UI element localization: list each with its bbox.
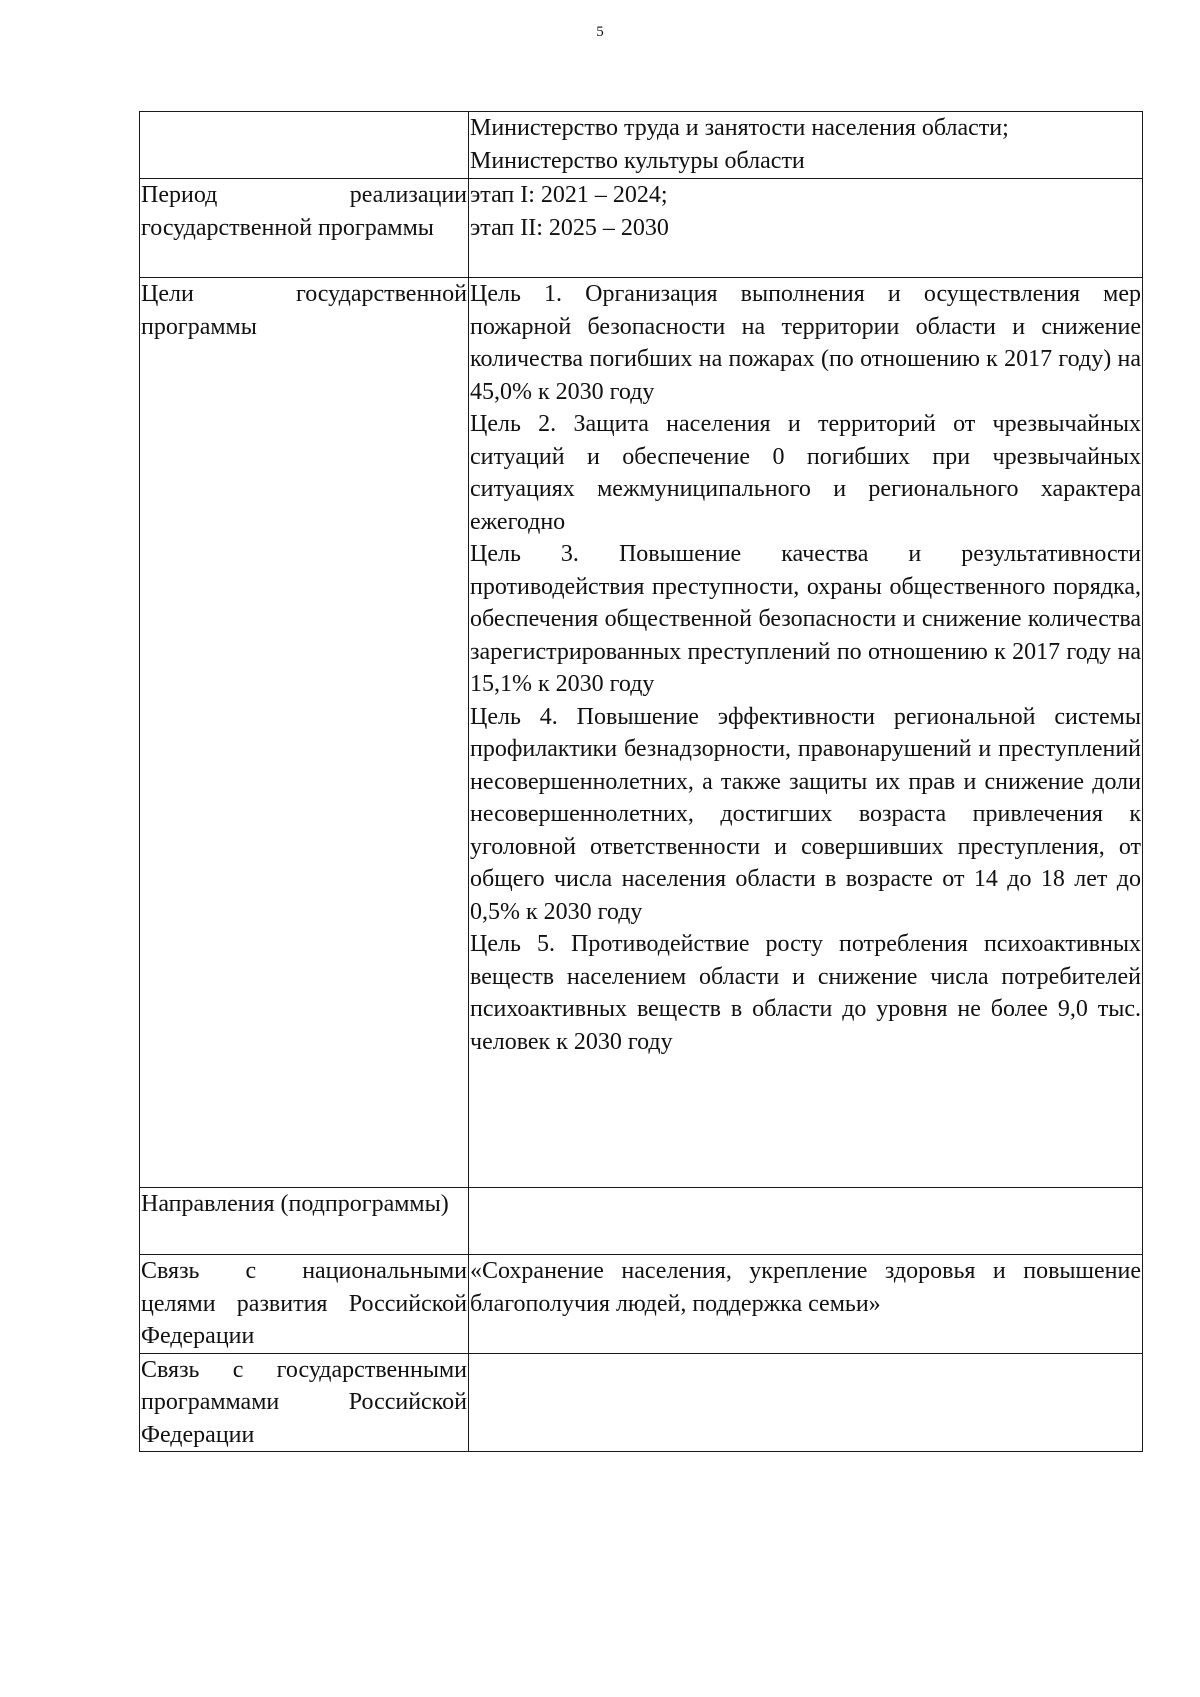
- goal-paragraph: Цель 4. Повышение эффективности региональной системы профилактики безнадзорности, правонарушений и преступлений несовершеннолетних, а также защиты их прав и снижение доли несовершеннолетних, достигших возраста привлечения к уголовной ответственности и совершивших преступления, от общего числа населения области в возрасте от 14 до 18 лет до 0,5% к 2030 году: [470, 703, 1141, 925]
- table-row: [140, 112, 1143, 179]
- content-line: Министерство культуры области: [470, 147, 805, 174]
- row-content: [469, 278, 1143, 1188]
- row-label: Направления (подпрограммы): [140, 1188, 469, 1255]
- content-line: этап I: 2021 – 2024;: [470, 182, 668, 208]
- row-content: [469, 1188, 1143, 1255]
- content-paragraph: «Сохранение населения, укрепление здоровья и повышение благополучия людей, поддержка семьи»: [470, 1258, 1141, 1317]
- goal-paragraph: Цель 1. Организация выполнения и осуществления мер пожарной безопасности на территории области и снижение количества погибших на пожарах (по отношению к 2017 году) на 45,0% к 2030 году: [470, 281, 1141, 405]
- content-line: Министерство труда и занятости населения области;: [470, 115, 1009, 141]
- goal-paragraph: Цель 5. Противодействие росту потребления психоактивных веществ населением области и снижение числа потребителей психоактивных веществ в области до уровня не более 9,0 тыс. человек к 2030 году: [470, 931, 1141, 1055]
- row-label: Цели государственной программы: [140, 278, 469, 1188]
- table-row: [140, 179, 1143, 278]
- row-label: Связь с государственными программами Российской Федерации: [140, 1353, 469, 1452]
- goal-paragraph: Цель 3. Повышение качества и результативности противодействия преступности, охраны общественного порядка, обеспечения общественной безопасности и снижение количества зарегистрированных преступлений по отношению к 2017 году на 15,1% к 2030 году: [470, 541, 1141, 697]
- row-content: [469, 112, 1143, 179]
- row-content: [469, 179, 1143, 278]
- page-number: 5: [596, 24, 604, 40]
- row-label: Период реализации государственной программы: [140, 179, 469, 278]
- row-label: [140, 112, 469, 179]
- row-content: [469, 1353, 1143, 1452]
- passport-table: [139, 111, 1143, 1452]
- table-row: [140, 1353, 1143, 1452]
- table-row: [140, 1188, 1143, 1255]
- goal-paragraph: Цель 2. Защита населения и территорий от чрезвычайных ситуаций и обеспечение 0 погибших при чрезвычайных ситуациях межмуниципального и регионального характера ежегодно: [470, 411, 1141, 535]
- row-label: Связь с национальными целями развития Российской Федерации: [140, 1255, 469, 1354]
- table-row: [140, 1255, 1143, 1354]
- table-row: [140, 278, 1143, 1188]
- row-content: [469, 1255, 1143, 1354]
- content-line: этап II: 2025 – 2030: [470, 214, 669, 241]
